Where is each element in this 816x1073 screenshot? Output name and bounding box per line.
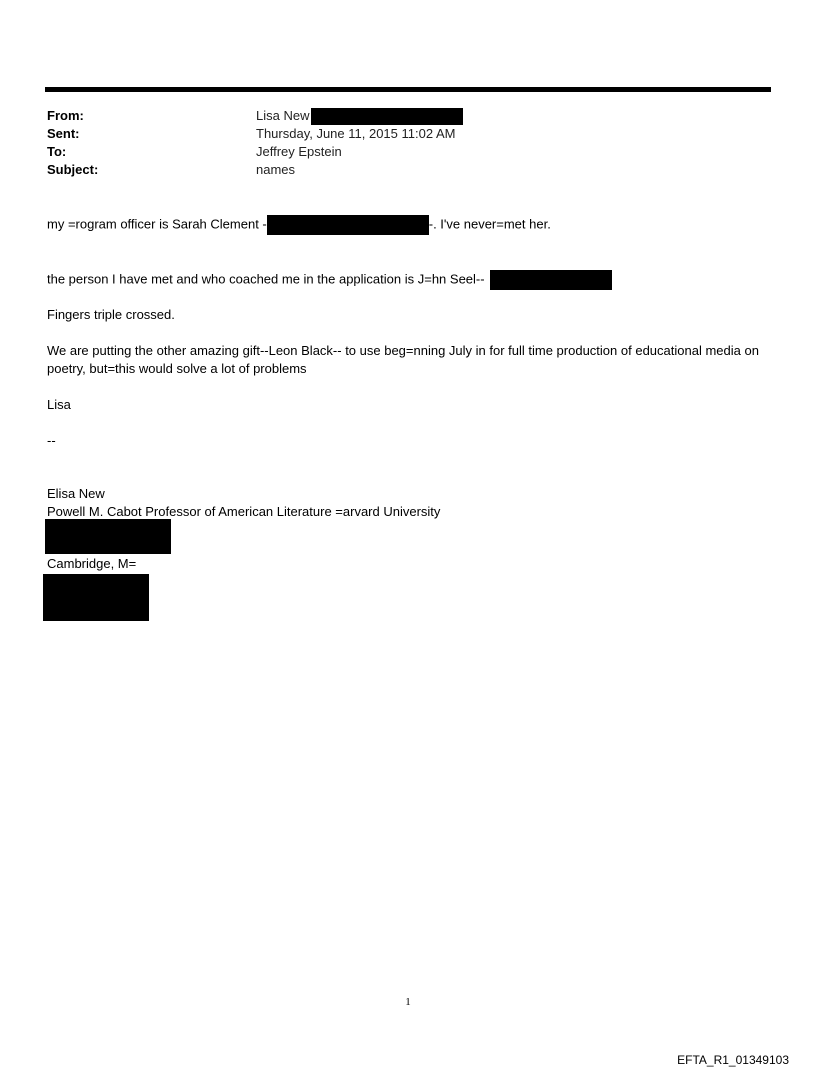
document-id: EFTA_R1_01349103	[677, 1053, 789, 1067]
sent-value: Thursday, June 11, 2015 11:02 AM	[256, 126, 456, 141]
from-name: Lisa New	[256, 108, 310, 123]
sent-label: Sent:	[47, 126, 80, 141]
redaction-box	[267, 215, 429, 235]
from-label: From:	[47, 108, 84, 123]
header-rule	[45, 87, 771, 92]
signature-city: Cambridge, M=	[47, 556, 137, 571]
body-line1-suffix: -. I've never=met her.	[428, 216, 551, 232]
page-number: 1	[405, 996, 411, 1008]
signature-separator: --	[47, 433, 56, 448]
body-line-fingers: Fingers triple crossed.	[47, 307, 175, 322]
body-line-signoff: Lisa	[47, 397, 71, 412]
redaction-box	[43, 574, 149, 621]
subject-value: names	[256, 162, 296, 177]
redaction-box	[490, 270, 612, 290]
signature-title: Powell M. Cabot Professor of American Literature =arvard University	[47, 504, 441, 519]
body-line-coach	[47, 270, 612, 290]
from-value	[256, 107, 463, 125]
subject-label: Subject:	[47, 162, 99, 177]
body-line2-prefix: the person I have met and who coached me in the application is J=hn Seel--	[47, 271, 485, 287]
redaction-box	[311, 108, 463, 125]
to-value: Jeffrey Epstein	[256, 144, 342, 159]
body-line-program-officer	[47, 215, 551, 235]
body-paragraph-gift: We are putting the other amazing gift--Leon Black-- to use beg=nning July in for full time production of educational media on poetry, but=this would solve a lot of problems	[47, 343, 759, 376]
body-line1-prefix: my =rogram officer is Sarah Clement -	[47, 216, 267, 232]
to-label: To:	[47, 144, 67, 159]
signature-name: Elisa New	[47, 486, 105, 501]
redaction-box	[45, 519, 171, 554]
